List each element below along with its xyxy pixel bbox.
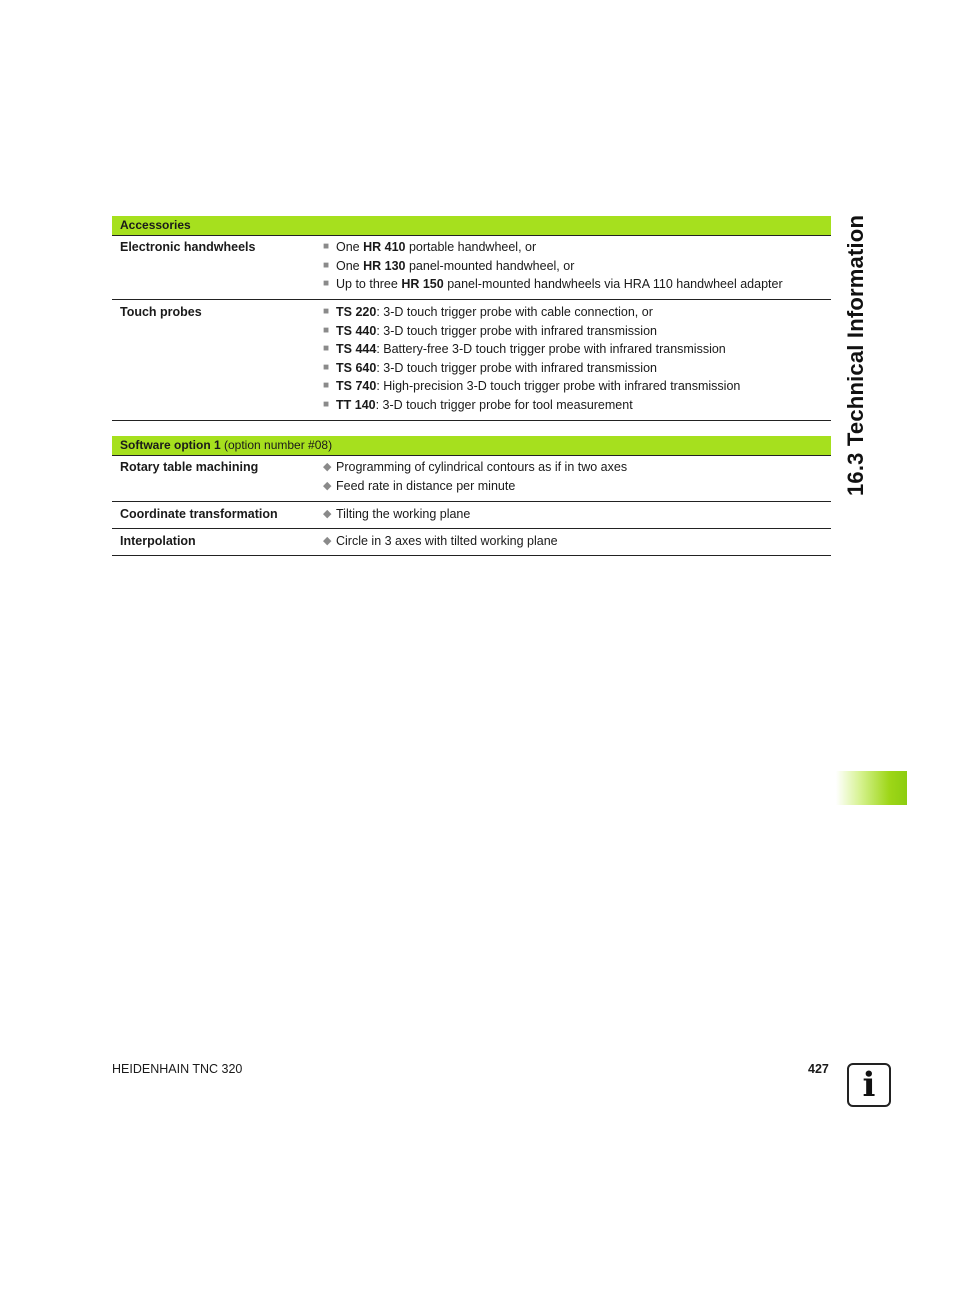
list-item: ■ TS 640: 3-D touch trigger probe with infrared transmission <box>323 359 831 378</box>
table-row <box>112 456 831 502</box>
software-option-header <box>112 436 831 456</box>
software-option-title: Software option 1 <box>120 438 221 452</box>
diamond-bullet-icon: ◆ <box>323 508 332 520</box>
list-item: ■ TS 440: 3-D touch trigger probe with infrared transmission <box>323 322 831 341</box>
accessories-header-text: Accessories <box>120 218 191 232</box>
row-label: Electronic handwheels <box>120 240 256 254</box>
list-item: ■ One HR 130 panel-mounted handwheel, or <box>323 257 831 276</box>
diamond-bullet-icon: ◆ <box>323 479 332 492</box>
item-list <box>323 502 831 524</box>
list-item: ◆ Programming of cylindrical contours as if in two axes <box>323 458 831 477</box>
info-icon <box>847 1063 891 1107</box>
square-bullet-icon: ■ <box>323 380 330 391</box>
accessories-header <box>112 216 831 236</box>
square-bullet-icon: ■ <box>323 398 330 410</box>
square-bullet-icon: ■ <box>323 259 330 271</box>
diamond-bullet-icon: ◆ <box>323 461 332 473</box>
square-bullet-icon: ■ <box>323 361 330 373</box>
row-label: Rotary table machining <box>120 460 259 474</box>
software-option-number: (option number #08) <box>220 438 333 452</box>
chapter-thumb-tab <box>836 771 907 805</box>
square-bullet-icon: ■ <box>323 278 330 289</box>
square-bullet-icon: ■ <box>323 324 330 336</box>
row-label: Touch probes <box>120 305 202 319</box>
square-bullet-icon: ■ <box>323 241 330 252</box>
item-list <box>323 300 831 414</box>
page-number: 427 <box>808 1062 829 1076</box>
info-glyph: i <box>862 1065 876 1105</box>
list-item: ■ One HR 410 portable handwheel, or <box>323 238 831 257</box>
software-option-table <box>112 436 831 556</box>
list-item: ◆ Circle in 3 axes with tilted working plane <box>323 532 831 551</box>
list-item: ■ TT 140: 3-D touch trigger probe for tool measurement <box>323 396 831 415</box>
diamond-bullet-icon: ◆ <box>323 535 332 547</box>
table-row <box>112 502 831 529</box>
square-bullet-icon: ■ <box>323 343 330 354</box>
list-item: ◆ Feed rate in distance per minute <box>323 477 831 496</box>
table-row <box>112 236 831 300</box>
table-row <box>112 529 831 556</box>
row-label: Coordinate transformation <box>120 507 278 521</box>
row-label: Interpolation <box>120 534 196 548</box>
table-row <box>112 300 831 421</box>
item-list <box>323 236 831 294</box>
item-list <box>323 456 831 495</box>
accessories-table <box>112 216 831 421</box>
item-list <box>323 529 831 551</box>
list-item: ■ Up to three HR 150 panel-mounted handwheels via HRA 110 handwheel adapter <box>323 275 831 294</box>
footer-product-name: HEIDENHAIN TNC 320 <box>112 1062 243 1076</box>
list-item: ■ TS 444: Battery-free 3-D touch trigger probe with infrared transmission <box>323 340 831 359</box>
square-bullet-icon: ■ <box>323 306 330 317</box>
list-item: ■ TS 220: 3-D touch trigger probe with cable connection, or <box>323 303 831 322</box>
chapter-side-title: 16.3 Technical Information <box>843 214 868 496</box>
list-item: ◆ Tilting the working plane <box>323 505 831 524</box>
list-item: ■ TS 740: High-precision 3-D touch trigger probe with infrared transmission <box>323 377 831 396</box>
